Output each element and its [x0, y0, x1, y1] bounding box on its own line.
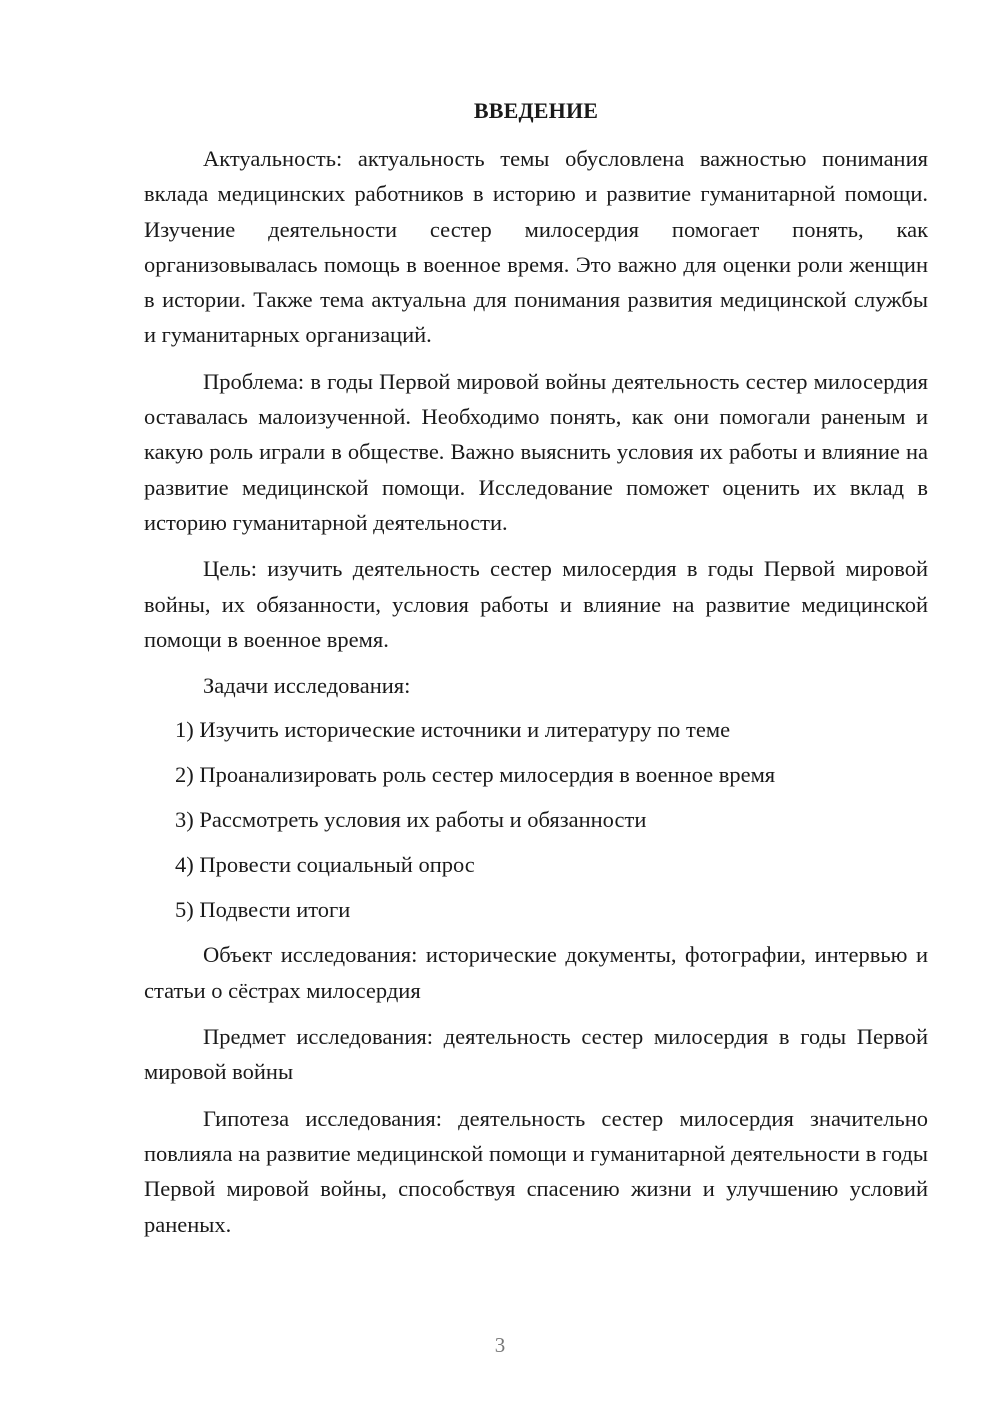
page-number: 3: [494, 1333, 506, 1357]
paragraph-object: Объект исследования: исторические документы, фотографии, интервью и статьи о сёстрах милосердия: [144, 942, 928, 1003]
paragraph-relevance: Актуальность: актуальность темы обусловлена важностью понимания вклада медицинских работников в историю и развитие гуманитарной помощи. Изучение деятельности сестер милосердия помогает понять, как организовывалась помощь в военное время. Это важно для оценки роли женщин в истории. Также тема актуальна для понимания развития медицинской службы и гуманитарных организаций.: [144, 146, 928, 348]
paragraph-problem: Проблема: в годы Первой мировой войны деятельность сестер милосердия оставалась малоизученной. Необходимо понять, как они помогали раненым и какую роль играли в обществе. Важно выяснить условия их работы и влияние на развитие медицинской помощи. Исследование поможет оценить их вклад в историю гуманитарной деятельности.: [144, 368, 928, 535]
list-item: 3) Рассмотреть условия их работы и обязанности: [175, 807, 647, 833]
tasks-heading: Задачи исследования:: [203, 673, 411, 699]
paragraph-hypothesis: Гипотеза исследования: деятельность сестер милосердия значительно повлияла на развитие медицинской помощи и гуманитарной деятельности в годы Первой мировой войны, способствуя спасению жизни и улучшению условий раненых.: [144, 1105, 928, 1237]
paragraph-subject: Предмет исследования: деятельность сестер милосердия в годы Первой мировой войны: [144, 1024, 928, 1085]
list-item: 5) Подвести итоги: [175, 897, 351, 923]
paragraph-goal: Цель: изучить деятельность сестер милосердия в годы Первой мировой войны, их обязанности, условия работы и влияние на развитие медицинской помощи в военное время.: [144, 556, 928, 652]
list-item: 4) Провести социальный опрос: [175, 852, 475, 878]
page-title: ВВЕДЕНИЕ: [473, 98, 599, 123]
document-page: [144, 92, 928, 1242]
list-item: 2) Проанализировать роль сестер милосердия в военное время: [175, 762, 776, 788]
list-item: 1) Изучить исторические источники и литературу по теме: [175, 717, 731, 743]
tasks-list: [144, 712, 928, 927]
